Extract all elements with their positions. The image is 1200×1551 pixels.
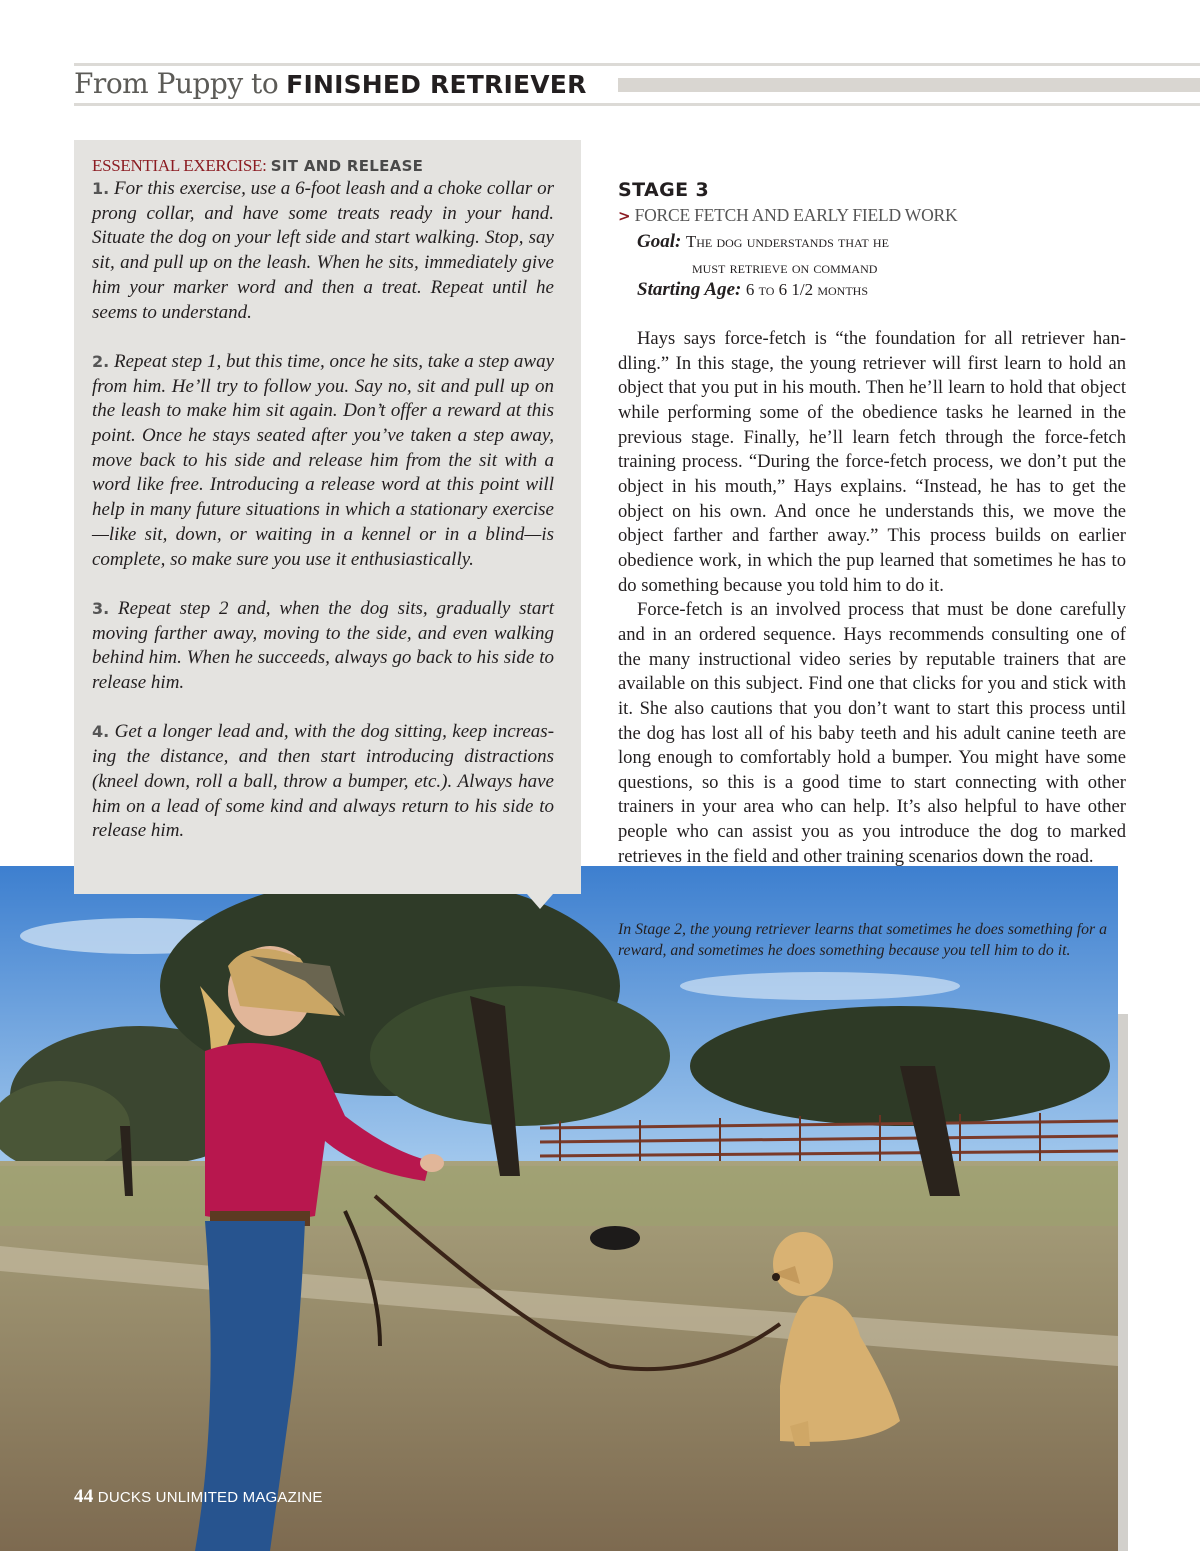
page-footer	[74, 1486, 323, 1508]
step-number: 1.	[92, 179, 110, 198]
page-header	[74, 64, 587, 104]
stage-subtitle	[618, 203, 1126, 228]
goal-line-1: The dog understands that he	[685, 232, 889, 251]
training-photo	[0, 866, 1118, 1551]
stage-goal	[637, 229, 1117, 280]
stage-title: STAGE 3	[618, 179, 710, 201]
step-number: 2.	[92, 351, 110, 371]
age-value: 6 to 6 1/2 months	[745, 280, 869, 299]
header-title-part2: FINISHED RETRIEVER	[286, 70, 587, 99]
photo-edge-bar	[1118, 1014, 1128, 1551]
exercise-step	[92, 350, 554, 572]
step-text: Repeat step 1, but this time, once he sits, take a step away from him. He’ll try to follow you. Say no, sit and pull up on the leash to make him sit again. Don’t offer a reward at this point. Once he stays seated after you’ve taken a step away, move back to his side and release him from the sit with a word like free. Introducing a release word at this point will help in many future situations in which a stationary exercise—like sit, down, or waiting in a kennel or in a blind—is complete, so make sure you use it enthusiastically.	[92, 350, 554, 570]
exercise-step	[92, 597, 554, 696]
age-label: Starting Age:	[637, 279, 742, 300]
magazine-name: DUCKS UNLIMITED MAGAZINE	[97, 1489, 323, 1506]
header-title-part1: From Puppy to	[74, 67, 279, 100]
body-paragraph: Force-fetch is an involved process that must be done carefully and in an ordered sequence. Hays recommends consulting one of the many instructional video series by reputable trainers that are available on this subject. Find one that clicks for you and stick with it. She also cautions that you don’t want to start this process until the dog has lost all of his baby teeth and his adult canine teeth are long enough to comfortably hold a bumper. You might have some questions, so this is a good time to start connecting with other trainers in your area who can help. It’s also helpful to have other people who can assist you as you introduce the dog to marked retrieves in the field and other training scenarios down the road.	[618, 599, 1126, 867]
exercise-step	[92, 177, 554, 325]
exercise-step	[92, 720, 554, 844]
body-paragraph: Hays says force-fetch is “the foundation for all retriever handling.” In this stage, the young retriever will first learn to hold an object that you put in his mouth. Then he’ll learn to hold that object while performing some of the obedience tasks he learned in the previous stage. Finally, he’ll learn fetch through the force-fetch training process. “During the force-fetch process, we don’t put the object in his mouth,” Hays explains. “Instead, he has to get the object on his own. And once he understands this, we move the object farther and farther away.” This process builds on earlier obedience work, in which the pup learned that sometimes he has to do something because you told him to do it.	[618, 328, 1126, 596]
stage-age	[637, 277, 1117, 303]
goal-line-2: must retrieve on command	[692, 257, 878, 277]
step-number: 3.	[92, 598, 110, 618]
goal-label: Goal:	[637, 231, 682, 252]
step-text: Get a longer lead and, with the dog sitting, keep increasing the distance, and then start introducing distractions (kneel down, roll a ball, throw a bumper, etc.). Always have him on a lead of some kind and always return to his side to release him.	[92, 721, 555, 842]
article-body	[618, 327, 1126, 869]
step-text: For this exercise, use a 6-foot leash and a choke collar or prong collar, and have some treats ready in your hand. Situate the dog on your left side and start walking. Stop, say sit, and pull up on the leash. When he sits, immediately give him your marker word and then a treat. Repeat until he seems to understand.	[92, 178, 555, 323]
photo-caption: In Stage 2, the young retriever learns that sometimes he does something for a reward, and sometimes he does something because you tell him to do it.	[618, 921, 1108, 959]
step-text: Repeat step 2 and, when the dog sits, gradually start moving farther away, moving to the side, and even walking behind him. When he succeeds, always go back to his side to release him.	[92, 597, 554, 694]
exercise-sidebar	[74, 140, 581, 894]
exercise-label: ESSENTIAL EXERCISE:	[92, 156, 267, 175]
exercise-heading	[92, 155, 554, 177]
chevron-right-icon: >	[618, 207, 631, 225]
header-bar	[618, 78, 1200, 92]
step-number: 4.	[92, 722, 110, 742]
exercise-title: SIT AND RELEASE	[270, 157, 424, 175]
page-number: 44	[74, 1486, 94, 1507]
sidebar-pointer	[527, 894, 553, 909]
stage-subtitle-text: FORCE FETCH AND EARLY FIELD WORK	[634, 205, 958, 225]
